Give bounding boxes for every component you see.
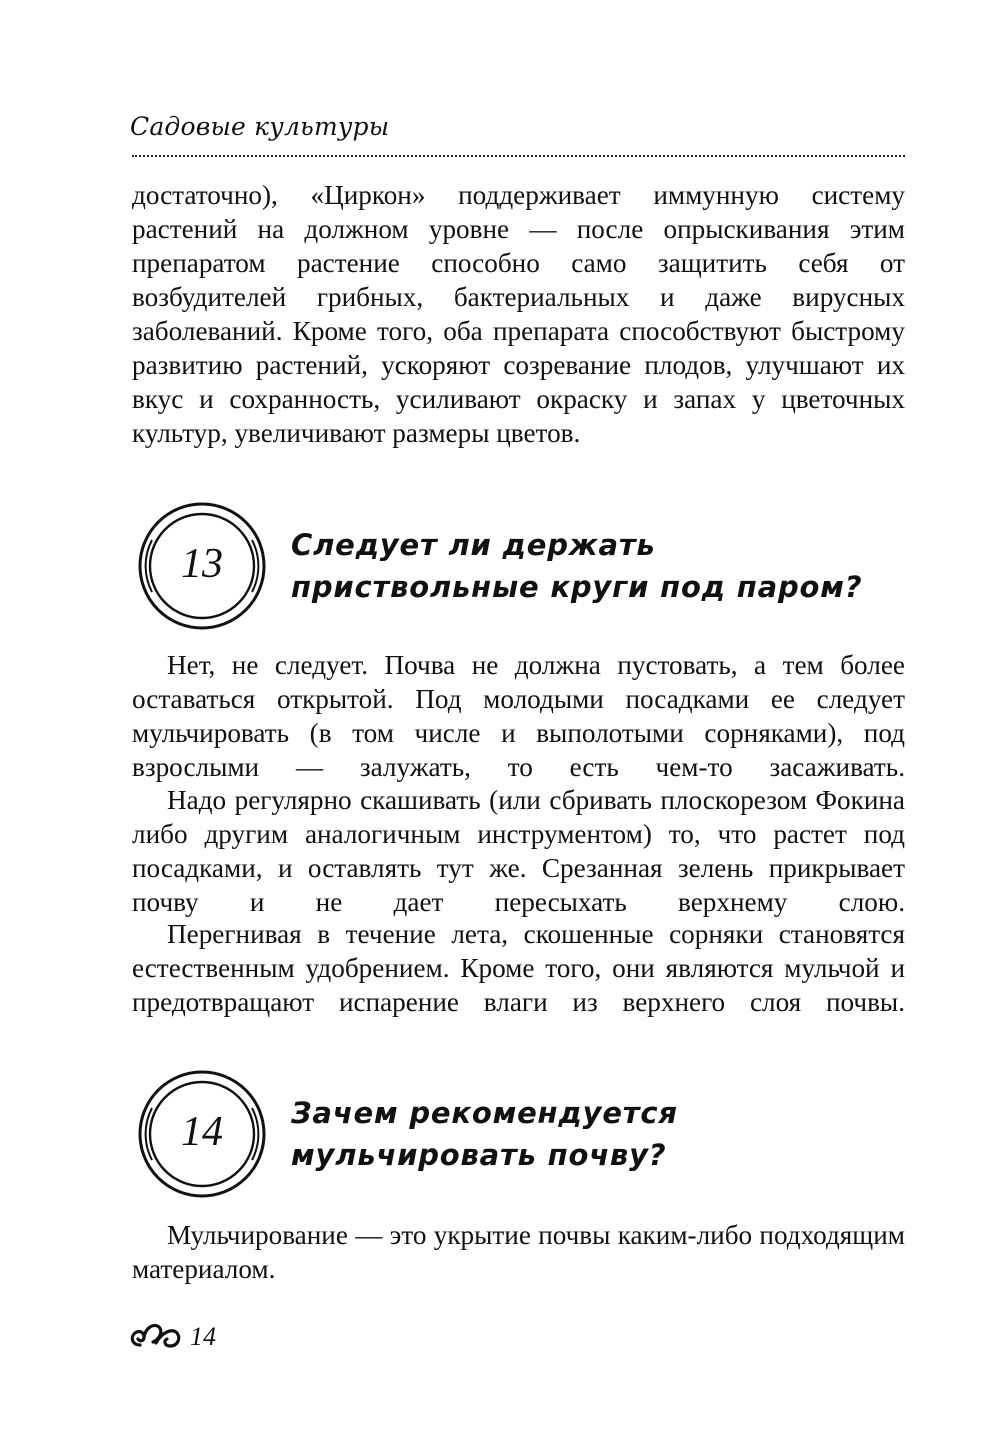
- question-title: Зачем рекомендуется мульчировать почву?: [291, 1096, 678, 1172]
- question-number: 14: [181, 1109, 223, 1155]
- ornament-icon: [128, 1318, 182, 1352]
- header-rule: [132, 155, 905, 157]
- answer-paragraph: Перегнивая в течение лета, скошенные сорняки становятся естественным удобрением. Кроме того, они являются мульчой и предотвращают испарение влаги из верхнего слоя почвы.: [132, 919, 905, 1017]
- question-number: 13: [181, 541, 223, 587]
- page-number: 14: [190, 1322, 216, 1351]
- answer-paragraph: Нет, не следует. Почва не должна пустовать, а тем более оставаться открытой. Под молодыми посадками ее следует мульчировать (в том числе и выполотыми сорняками), под взрослыми — залужать, то есть чем-то засаживать.: [132, 650, 905, 782]
- question-number-badge: [134, 498, 270, 634]
- intro-paragraph: достаточно), «Циркон» поддерживает иммунную систему растений на должном уровне — после опрыскивания этим препаратом растение способно само защитить себя от возбудителей грибных, бактериальных и даже вирусных заболеваний. Кроме того, оба препарата способствуют быстрому развитию растений, ускоряют созревание плодов, улучшают их вкус и сохранность, усиливают окраску и запах у цветочных культур, увеличивают размеры цветов.: [132, 180, 905, 448]
- question-number-badge: [134, 1066, 270, 1202]
- question-14-heading: [132, 1066, 905, 1202]
- answer-paragraph: Мульчирование — это укрытие почвы каким-либо подходящим материалом.: [132, 1220, 905, 1284]
- question-13-heading: [132, 498, 905, 634]
- answer-paragraph: Надо регулярно скашивать (или сбривать плоскорезом Фокина либо другим аналогичным инструментом) то, что растет под посадками, и оставлять тут же. Срезанная зелень прикрывает почву и не дает пересыхать верхнему слою.: [132, 785, 905, 917]
- running-head: Садовые культуры: [130, 112, 390, 141]
- question-title: Следует ли держать приствольные круги под паром?: [291, 528, 863, 604]
